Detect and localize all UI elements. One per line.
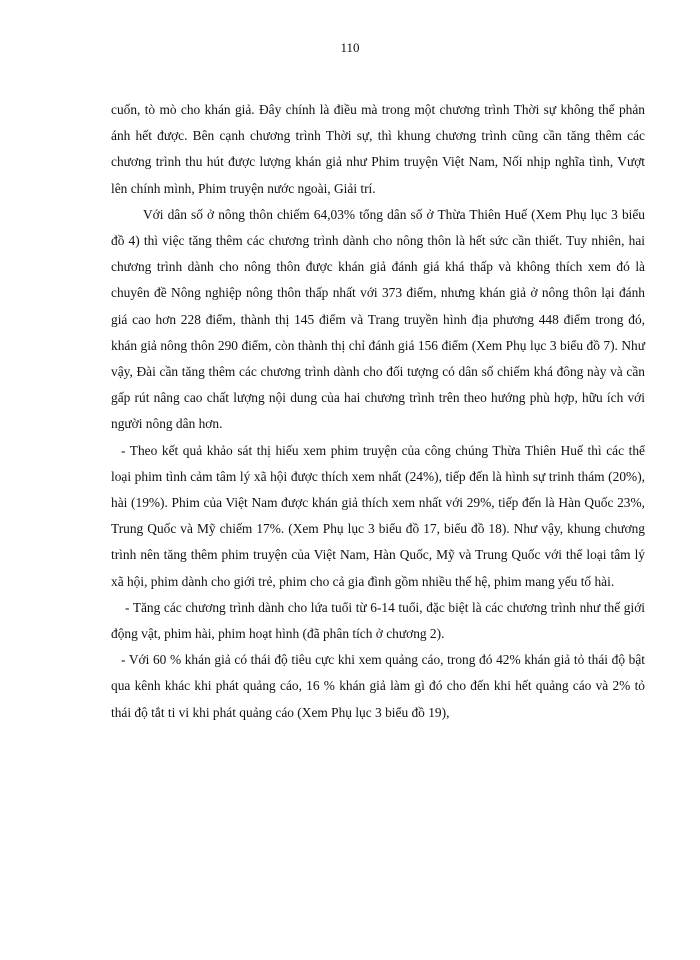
- document-body: [111, 97, 645, 726]
- paragraph-continuation: cuốn, tò mò cho khán giả. Đây chính là điều mà trong một chương trình Thời sự không thể phản ánh hết được. Bên cạnh chương trình Thời sự, thì khung chương trình cũng cần tăng thêm các chương trình thu hút được lượng khán giả như Phim truyện Việt Nam, Nối nhịp nghĩa tình, Vượt lên chính mình, Phim truyện nước ngoài, Giải trí.: [111, 102, 645, 196]
- paragraph-children-programs: - Tăng các chương trình dành cho lứa tuổi từ 6-14 tuổi, đặc biệt là các chương trình như thế giới động vật, phim hài, phim hoạt hình (đã phân tích ở chương 2).: [111, 599, 645, 642]
- paragraph-advertising: - Với 60 % khán giả có thái độ tiêu cực khi xem quảng cáo, trong đó 42% khán giả tỏ thái độ bật qua kênh khác khi phát quảng cáo, 16 % khán giả làm gì đó cho đến khi hết quảng cáo và 2% tỏ thái độ tắt ti vi khi phát quảng cáo (Xem Phụ lục 3 biểu đồ 19),: [111, 652, 645, 720]
- paragraph-rural-programs: Với dân số ở nông thôn chiếm 64,03% tổng dân số ở Thừa Thiên Huế (Xem Phụ lục 3 biểu đồ 4) thì việc tăng thêm các chương trình dành cho nông thôn là hết sức cần thiết. Tuy nhiên, hai chương trình dành cho nông thôn được khán giả đánh giá khá thấp và không thích xem đó là chuyên đề Nông nghiệp nông thôn thấp nhất với 373 điểm, nhưng khán giả ở nông thôn lại đánh giá cao hơn 228 điểm, thành thị 145 điểm và Trang truyền hình địa phương 448 điểm trong đó, khán giả nông thôn 290 điểm, còn thành thị chỉ đánh giá 156 điểm (Xem Phụ lục 3 biểu đồ 7). Như vậy, Đài cần tăng thêm các chương trình dành cho đối tượng có dân số chiếm khá đông này và cần gấp rút nâng cao chất lượng nội dung của hai chương trình trên theo hướng phù hợp, hữu ích với người nông dân hơn.: [111, 206, 645, 432]
- paragraph-film-preferences: - Theo kết quả khảo sát thị hiếu xem phim truyện của công chúng Thừa Thiên Huế thì các thể loại phim tình cảm tâm lý xã hội được thích xem nhất (24%), tiếp đến là hình sự trinh thám (20%), hài (19%). Phim của Việt Nam được khán giả thích xem nhất với 29%, tiếp đến là Hàn Quốc 23%, Trung Quốc và Mỹ chiếm 17%. (Xem Phụ lục 3 biểu đồ 17, biểu đồ 18). Như vậy, khung chương trình nên tăng thêm phim truyện của Việt Nam, Hàn Quốc, Mỹ và Trung Quốc với thể loại tâm lý xã hội, phim dành cho giới trẻ, phim cho cả gia đình gồm nhiều thế hệ, phim mang yếu tố hài.: [111, 442, 645, 589]
- page-number: 110: [340, 40, 360, 55]
